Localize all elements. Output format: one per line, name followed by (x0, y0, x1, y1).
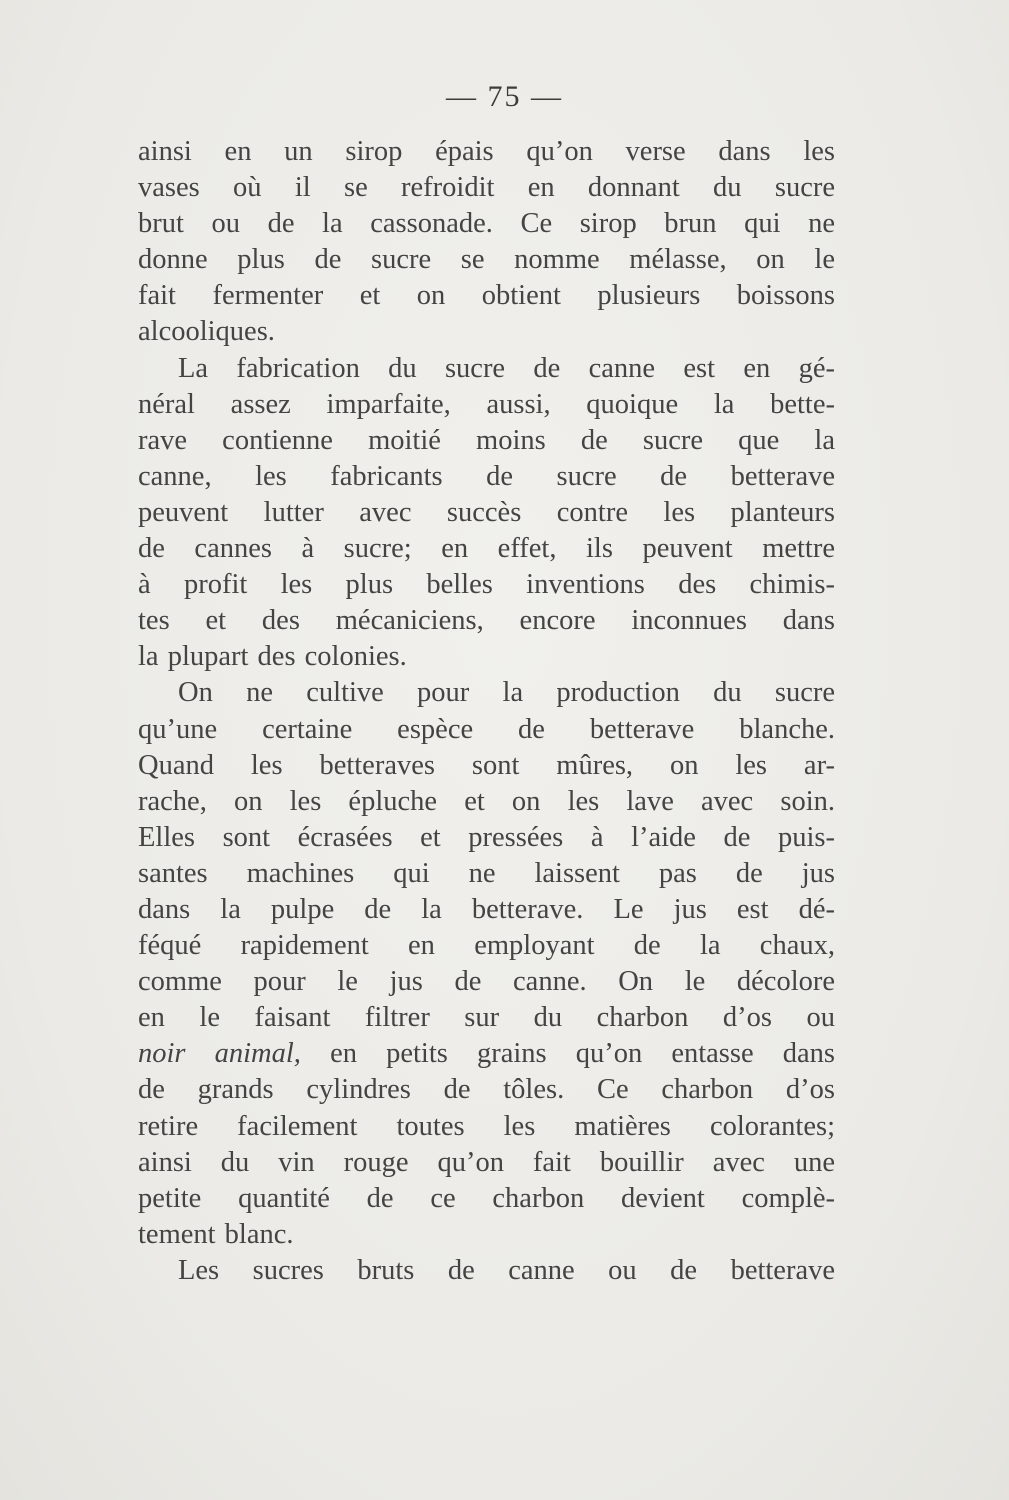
text-line: néral assez imparfaite, aussi, quoique la bette- (138, 388, 835, 420)
text-line: dans la pulpe de la betterave. Le jus est dé- (138, 893, 835, 925)
text-line: féqué rapidement en employant de la chaux, (138, 930, 835, 962)
text-line: fait fermenter et on obtient plusieurs boissons (138, 280, 835, 312)
body-text (138, 134, 835, 1289)
text-line: de grands cylindres de tôles. Ce charbon d’os (138, 1074, 835, 1106)
text-line: vases où il se refroidit en donnant du sucre (138, 172, 835, 204)
text-line: Elles sont écrasées et pressées à l’aide de puis- (138, 821, 835, 853)
text-line: à profit les plus belles inventions des chimis- (138, 569, 835, 601)
text-line: retire facilement toutes les matières colorantes; (138, 1110, 835, 1142)
line-remainder: en petits grains qu’on entasse dans (330, 1038, 836, 1070)
text-line (138, 1036, 835, 1072)
text-line: la plupart des colonies. (138, 641, 407, 673)
text-line: donne plus de sucre se nomme mélasse, on le (138, 244, 835, 276)
page-number: — 75 — (446, 80, 563, 113)
text-line: canne, les fabricants de sucre de betterave (138, 460, 835, 492)
text-line: rave contienne moitié moins de sucre que la (138, 424, 835, 456)
text-line: tement blanc. (138, 1218, 294, 1250)
text-line: comme pour le jus de canne. On le décolore (138, 966, 835, 998)
text-line: On ne cultive pour la production du sucre (178, 677, 835, 709)
text-line: ainsi du vin rouge qu’on fait bouillir avec une (138, 1146, 835, 1178)
text-line: de cannes à sucre; en effet, ils peuvent mettre (138, 533, 835, 565)
text-line: brut ou de la cassonade. Ce sirop brun qui ne (138, 208, 835, 240)
text-line: Quand les betteraves sont mûres, on les ar- (138, 749, 835, 781)
text-line: La fabrication du sucre de canne est en gé- (178, 352, 835, 384)
emphasis-noir-animal: noir animal, (138, 1038, 301, 1070)
text-line: alcooliques. (138, 316, 275, 348)
text-line: tes et des mécaniciens, encore inconnues dans (138, 605, 835, 637)
text-line: petite quantité de ce charbon devient complè- (138, 1182, 835, 1214)
text-line: peuvent lutter avec succès contre les planteurs (138, 496, 835, 528)
text-line: en le faisant filtrer sur du charbon d’os ou (138, 1002, 835, 1034)
text-line: rache, on les épluche et on les lave avec soin. (138, 785, 835, 817)
text-line: santes machines qui ne laissent pas de jus (138, 857, 835, 889)
text-line: qu’une certaine espèce de betterave blanche. (138, 713, 835, 745)
text-line: Les sucres bruts de canne ou de betterave (178, 1254, 835, 1286)
text-line: ainsi en un sirop épais qu’on verse dans les (138, 136, 835, 167)
